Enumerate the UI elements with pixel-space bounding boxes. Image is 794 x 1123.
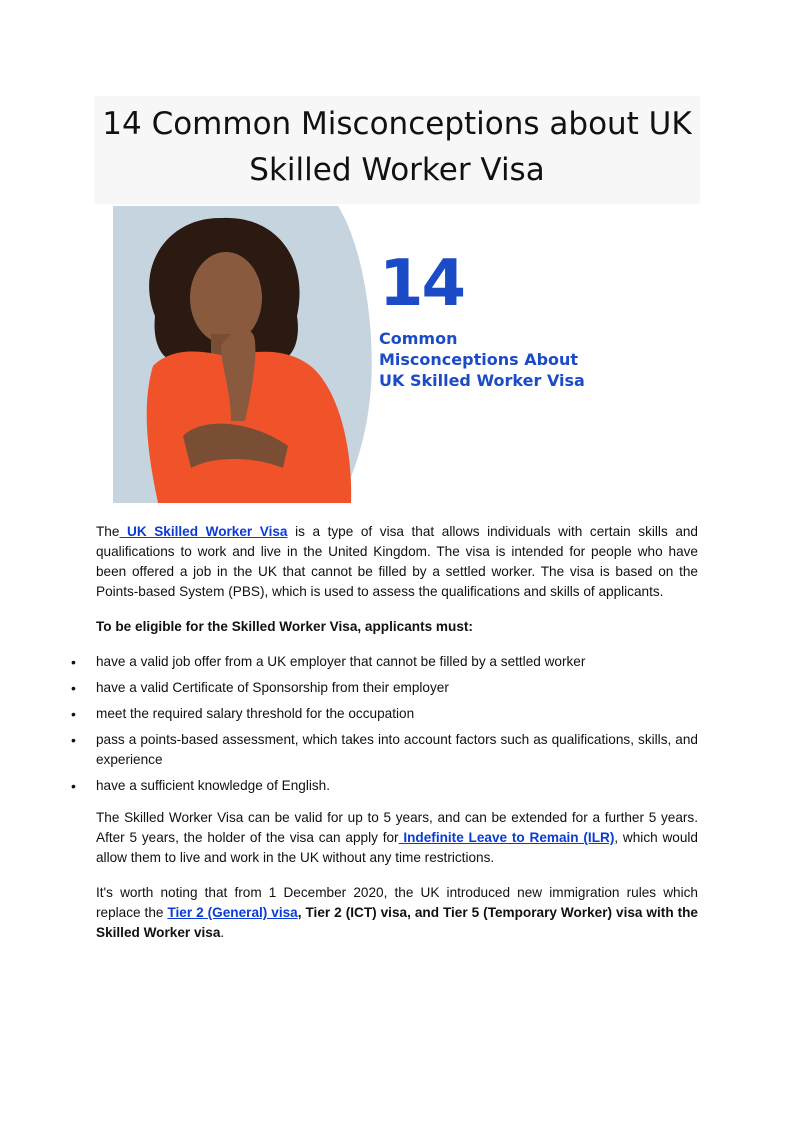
bullet-icon: • [71, 732, 76, 748]
bullet-icon: • [71, 680, 76, 696]
eligibility-heading: To be eligible for the Skilled Worker Visa, applicants must: [96, 619, 473, 634]
rules-text-post: . [220, 925, 225, 940]
list-item-text: have a sufficient knowledge of English. [96, 778, 331, 793]
rules-text-pre: It's worth noting that from 1 December 2020, the UK introduced new immigration rules which replace the [96, 885, 698, 920]
uk-skilled-worker-visa-link[interactable]: UK Skilled Worker Visa [119, 524, 288, 539]
list-item [71, 678, 698, 698]
title-box [94, 96, 700, 204]
list-item [71, 776, 698, 796]
validity-text-post: , which would allow them to live and work in the UK without any time restrictions. [96, 830, 698, 865]
hero-line-2: Misconceptions About [379, 350, 579, 369]
list-item-text: pass a points-based assessment, which takes into account factors such as qualifications, skills, and experience [96, 732, 698, 767]
hero-line-1: Common [379, 329, 458, 348]
validity-paragraph [96, 808, 698, 868]
list-item-text: meet the required salary threshold for the occupation [96, 706, 415, 721]
rules-text-bold: , Tier 2 (ICT) visa, and Tier 5 (Temporary Worker) visa with the Skilled Worker visa [96, 905, 698, 940]
title-line-1: 14 Common Misconceptions about UK [102, 106, 692, 142]
intro-paragraph [96, 522, 698, 602]
validity-text-pre: The Skilled Worker Visa can be valid for up to 5 years, and can be extended for a further 5 years. After 5 years, the holder of the visa can apply for [96, 810, 698, 845]
face-shape [190, 252, 262, 344]
requirements-list [71, 652, 698, 796]
list-item [71, 730, 698, 770]
rules-paragraph [96, 883, 698, 943]
hero-number: 14 [379, 247, 465, 321]
bullet-icon: • [71, 706, 76, 722]
bullet-icon: • [71, 778, 76, 794]
hero-text [379, 247, 603, 391]
ilr-link[interactable]: Indefinite Leave to Remain (ILR) [398, 830, 615, 845]
list-item-text: have a valid Certificate of Sponsorship from their employer [96, 680, 449, 695]
hero-line-3: UK Skilled Worker Visa [379, 371, 585, 390]
tier-2-general-visa-link[interactable]: Tier 2 (General) visa [167, 905, 298, 920]
list-item-text: have a valid job offer from a UK employer that cannot be filled by a settled worker [96, 654, 586, 669]
bullet-icon: • [71, 654, 76, 670]
list-item [71, 704, 698, 724]
article-body [71, 522, 698, 958]
page-title [94, 96, 700, 193]
hero-image [113, 206, 603, 503]
intro-text-post: is a type of visa that allows individuals with certain skills and qualifications to work and live in the United Kingdom. The visa is intended for people who have been offered a job in the UK that cannot be filled by a settled worker. The visa is based on the Points-based System (PBS), which is used to assess the qualifications and skills of applicants. [96, 524, 698, 599]
title-line-2: Skilled Worker Visa [249, 152, 545, 188]
list-item [71, 652, 698, 672]
intro-text-pre: The [96, 524, 120, 539]
